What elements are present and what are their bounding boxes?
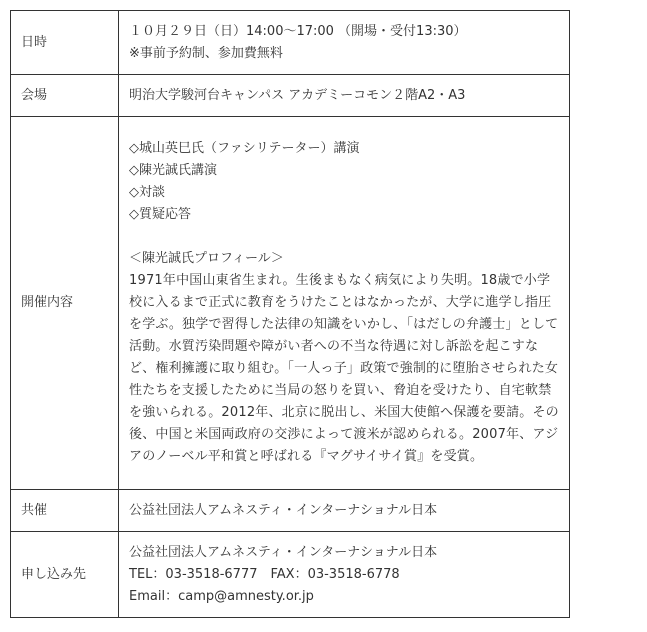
apply-value <box>119 532 570 618</box>
event-info-table <box>10 10 570 618</box>
program-item: ◇対談 <box>129 185 165 200</box>
content-label: 開催内容 <box>11 117 119 490</box>
date-time-text: １０月２９日（日）14:00〜17:00 （開場・受付13:30） <box>129 23 467 39</box>
venue-text: 明治大学駿河台キャンパス アカデミーコモン２階A2・A3 <box>129 87 466 103</box>
apply-org: 公益社団法人アムネスティ・インターナショナル日本 <box>129 544 438 560</box>
apply-tel-fax: TEL：03-3518-6777 FAX：03-3518-6778 <box>129 566 400 582</box>
program-item: ◇城山英巳氏（ファシリテーター）講演 <box>129 141 360 156</box>
cohost-text: 公益社団法人アムネスティ・インターナショナル日本 <box>129 502 438 518</box>
venue-label: 会場 <box>11 75 119 117</box>
row-venue <box>11 75 570 117</box>
row-apply <box>11 532 570 618</box>
reservation-note: ※事前予約制、参加費無料 <box>129 45 283 61</box>
cohost-label: 共催 <box>11 490 119 532</box>
apply-email-line <box>129 586 561 608</box>
date-label: 日時 <box>11 11 119 75</box>
cohost-value <box>119 490 570 532</box>
program-item: ◇質疑応答 <box>129 207 191 222</box>
spacer <box>129 226 561 248</box>
venue-value <box>119 75 570 117</box>
email-link[interactable]: camp@amnesty.or.jp <box>178 588 314 604</box>
apply-label: 申し込み先 <box>11 532 119 618</box>
row-date <box>11 11 570 75</box>
program-list <box>129 138 561 226</box>
date-value <box>119 11 570 75</box>
profile-heading: ＜陳光誠氏プロフィール＞ <box>129 251 284 266</box>
row-cohost <box>11 490 570 532</box>
content-value <box>119 117 570 490</box>
email-label: Email： <box>129 588 179 604</box>
row-content <box>11 117 570 490</box>
profile-body: 1971年中国山東省生まれ。生後まもなく病気により失明。18歳で小学校に入るまで正式に教育をうけたことはなかったが、大学に進学し指圧を学ぶ。独学で習得した法律の知識をいかし、「はだしの弁護士」として活動。水質汚染問題や障がい者への不当な待遇に対し訴訟を起こすなど、権利擁護に取り組む。「一人っ子」政策で強制的に堕胎させられた女性たちを支援したために当局の怒りを買い、脅迫を受けたり、自宅軟禁を強いられる。2012年、北京に脱出し、米国大使館へ保護を要請。その後、中国と米国両政府の交渉によって渡米が認められる。2007年、アジアのノーベル平和賞と呼ばれる『マグサイサイ賞』を受賞。 <box>129 273 559 464</box>
program-item: ◇陳光誠氏講演 <box>129 163 217 178</box>
